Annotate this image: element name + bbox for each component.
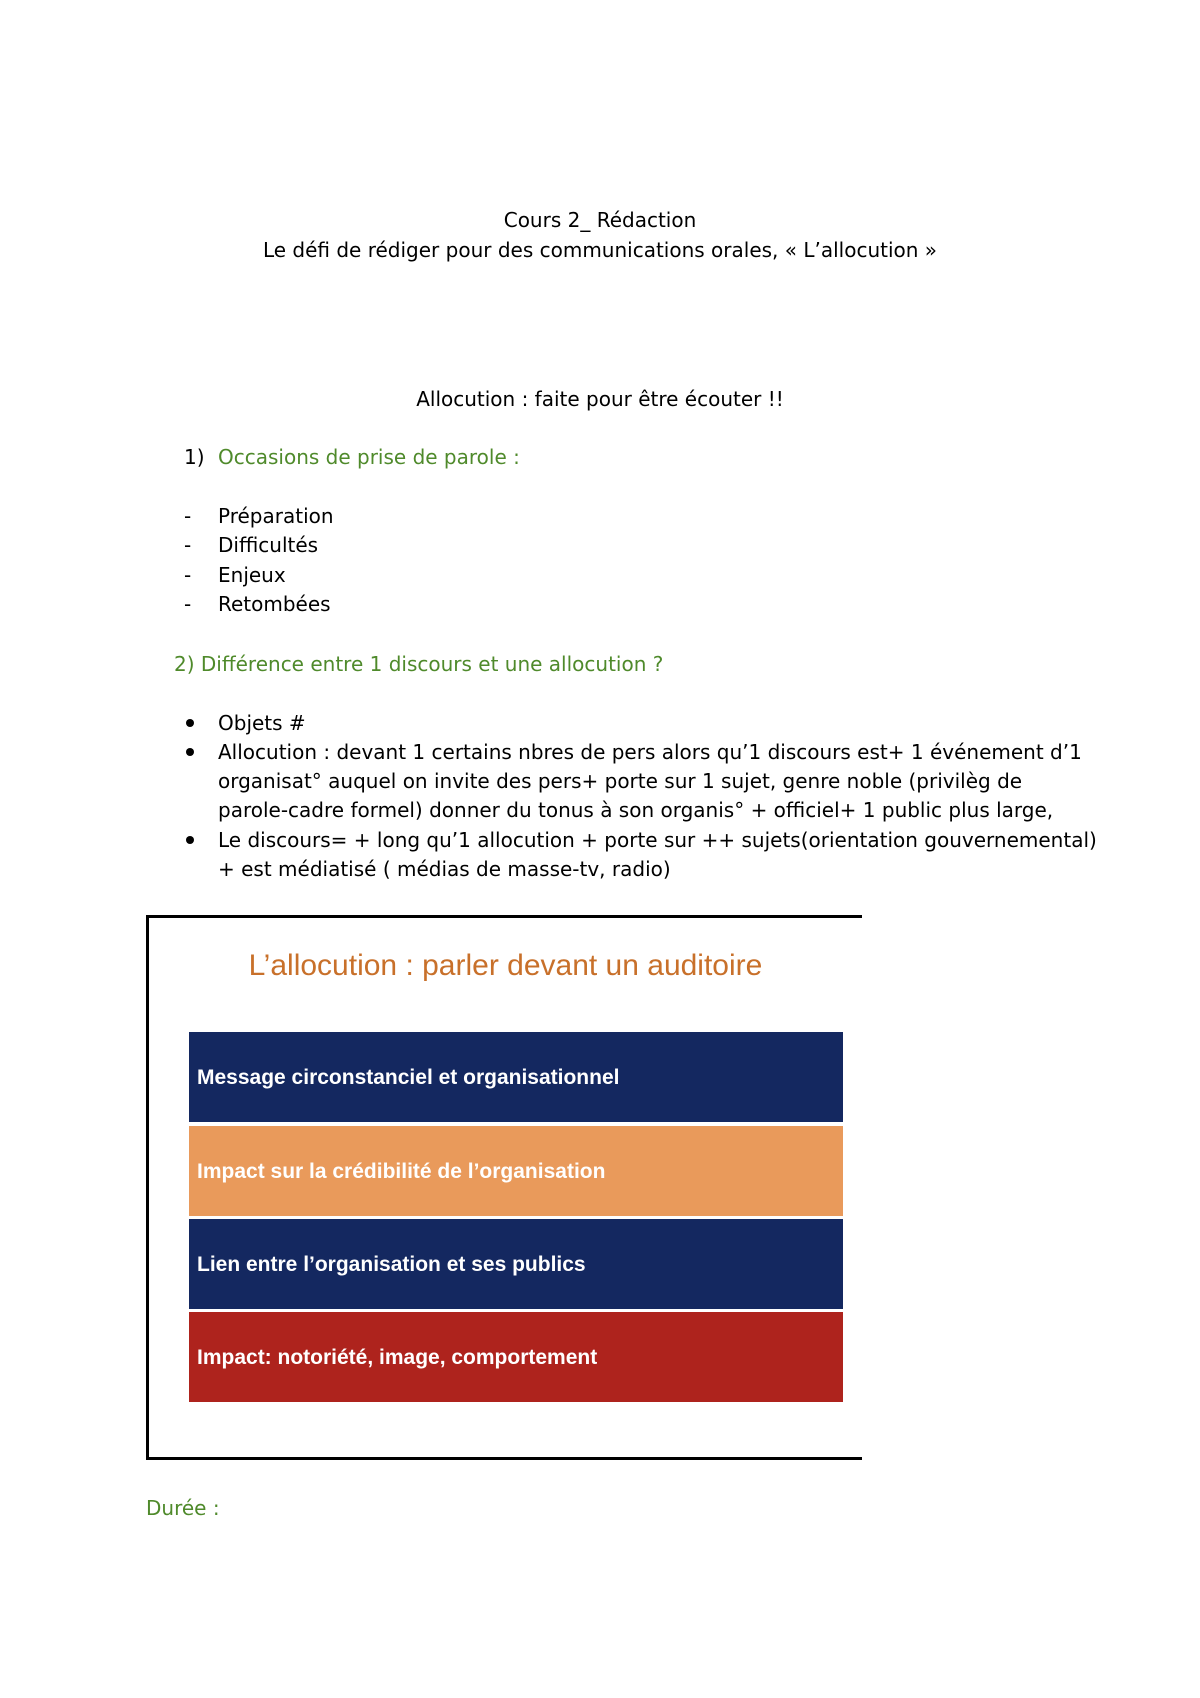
bullet-text-line: Le discours= + long qu’1 allocution + porte sur ++ sujets(orientation gouvernemental) [218,828,1097,852]
bullet-item [218,738,1098,825]
section2-heading: 2) Différence entre 1 discours et une allocution ? [174,652,664,676]
list-item-text: Préparation [218,504,334,528]
list-item-text: Retombées [218,592,331,616]
bullet-icon [186,836,194,844]
bullet-text-line: parole-cadre formel) donner du tonus à son organis° + officiel+ 1 public plus large, [218,798,1054,822]
bullet-text-line: Allocution : devant 1 certains nbres de pers alors qu’1 discours est+ 1 événement d’1 [218,740,1082,764]
slide-title: L’allocution : parler devant un auditoire [248,949,763,982]
list-item-text: Enjeux [218,563,286,587]
dash-marker: - [184,592,192,616]
bullet-text-line: organisat° auquel on invite des pers+ porte sur 1 sujet, genre noble (privilèg de [218,769,1023,793]
bullet-item [218,826,1098,884]
section1-title: Occasions de prise de parole : [218,445,520,469]
section1-number: 1) [184,445,205,469]
bullet-text: Objets # [218,711,306,735]
bullet-icon [186,748,194,756]
slide-band-message: Message circonstanciel et organisationnel [189,1032,843,1122]
slide-band-link: Lien entre l’organisation et ses publics [189,1219,843,1309]
list-item-text: Difficultés [218,533,319,557]
dash-marker: - [184,563,192,587]
duration-label: Durée : [146,1496,220,1520]
document-title: Cours 2_ Rédaction [503,208,697,232]
slide-band-impact: Impact: notoriété, image, comportement [189,1312,843,1402]
slide-band-credibility: Impact sur la crédibilité de l’organisation [189,1126,843,1216]
document-subtitle: Le défi de rédiger pour des communications orales, « L’allocution » [262,238,938,262]
bullet-icon [186,719,194,727]
intro-line: Allocution : faite pour être écouter !! [416,387,784,411]
dash-marker: - [184,504,192,528]
dash-marker: - [184,533,192,557]
bullet-text-line: + est médiatisé ( médias de masse-tv, radio) [218,857,671,881]
embedded-slide [146,915,862,1460]
